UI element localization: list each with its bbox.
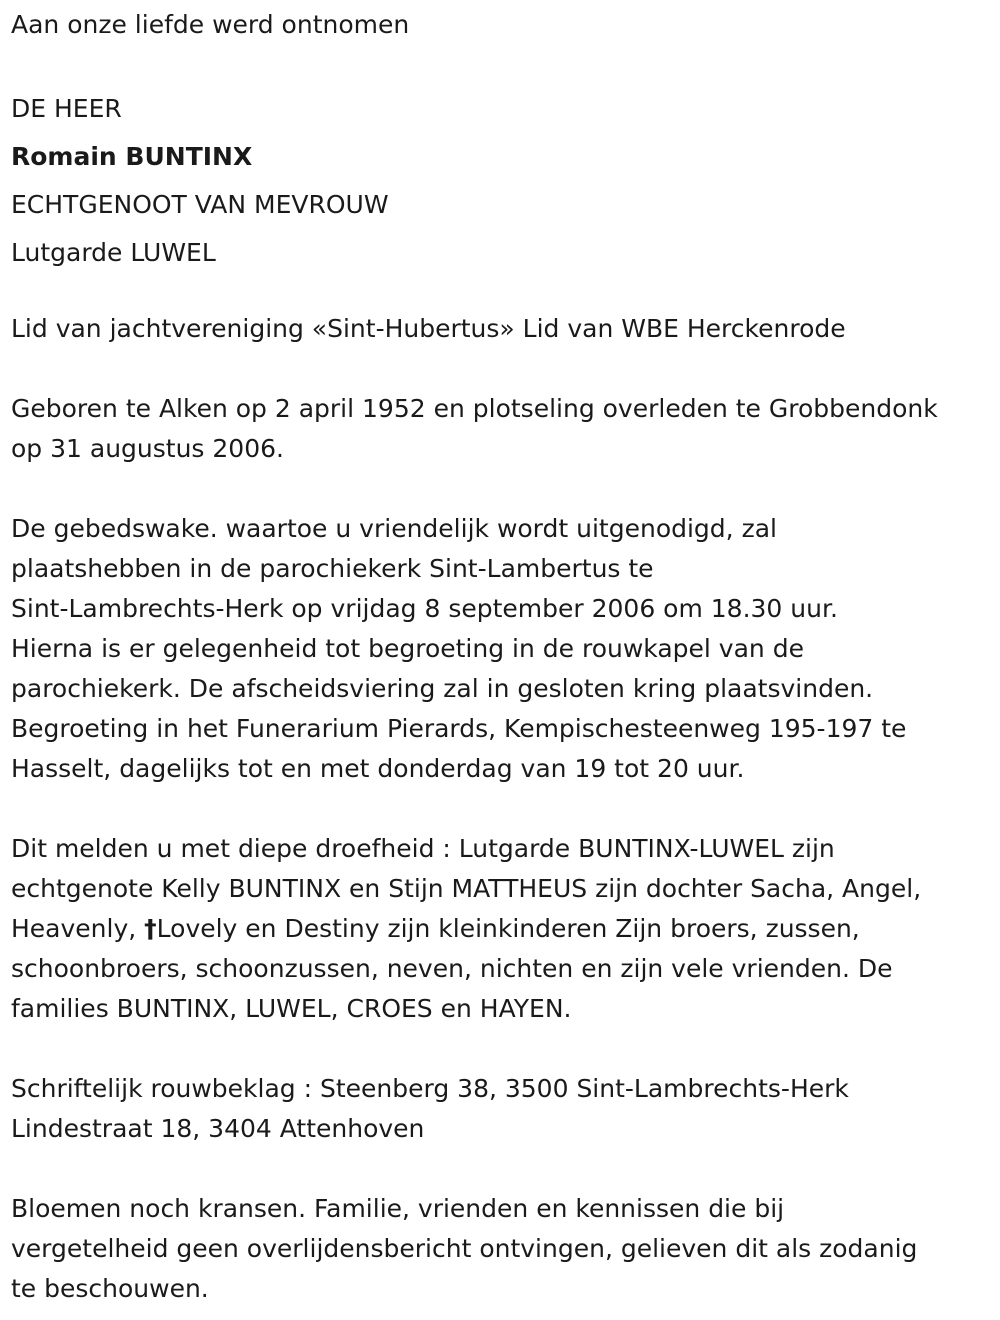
- ceremony-line: Hierna is er gelegenheid tot begroeting in de rouwkapel van de: [11, 634, 804, 663]
- deceased-name: Romain BUNTINX: [11, 142, 253, 171]
- family-line: Dit melden u met diepe droefheid : Lutgarde BUNTINX-LUWEL zijn: [11, 834, 835, 863]
- birth-death-paragraph: [11, 389, 988, 469]
- closing-line: vergetelheid geen overlijdensbericht ontvingen, gelieven dit als zodanig: [11, 1234, 918, 1263]
- closing-line: te beschouwen.: [11, 1274, 209, 1303]
- condolences-line: Lindestraat 18, 3404 Attenhoven: [11, 1114, 425, 1143]
- cross-icon: †: [144, 914, 157, 943]
- memberships-paragraph: [11, 309, 988, 349]
- intro-text: Aan onze liefde werd ontnomen: [11, 10, 410, 39]
- condolences-line: Schriftelijk rouwbeklag : Steenberg 38, 3500 Sint-Lambrechts-Herk: [11, 1074, 849, 1103]
- closing-paragraph: [11, 1189, 988, 1309]
- family-paragraph: [11, 829, 988, 1029]
- ceremony-line: plaatshebben in de parochiekerk Sint-Lambertus te: [11, 554, 654, 583]
- closing-line: Bloemen noch kransen. Familie, vrienden en kennissen die bij: [11, 1194, 785, 1223]
- honorific: DE HEER: [11, 94, 122, 123]
- ceremony-line: De gebedswake. waartoe u vriendelijk wordt uitgenodigd, zal: [11, 514, 777, 543]
- family-line: [11, 909, 988, 949]
- spouse-name: Lutgarde LUWEL: [11, 238, 216, 267]
- ceremony-line: Sint-Lambrechts-Herk op vrijdag 8 september 2006 om 18.30 uur.: [11, 594, 838, 623]
- ceremony-line: parochiekerk. De afscheidsviering zal in gesloten kring plaatsvinden.: [11, 674, 874, 703]
- ceremony-line: Hasselt, dagelijks tot en met donderdag van 19 tot 20 uur.: [11, 754, 745, 783]
- memberships-text: Lid van jachtvereniging «Sint-Hubertus» Lid van WBE Herckenrode: [11, 314, 846, 343]
- birth-death-line: op 31 augustus 2006.: [11, 434, 284, 463]
- ceremony-paragraph: [11, 509, 988, 789]
- birth-death-line: Geboren te Alken op 2 april 1952 en plotseling overleden te Grobbendonk: [11, 394, 938, 423]
- condolences-paragraph: [11, 1069, 988, 1149]
- family-line: echtgenote Kelly BUNTINX en Stijn MATTHEUS zijn dochter Sacha, Angel,: [11, 874, 922, 903]
- deceased-header: [11, 85, 988, 277]
- spouse-intro: ECHTGENOOT VAN MEVROUW: [11, 190, 389, 219]
- family-line: schoonbroers, schoonzussen, neven, nichten en zijn vele vrienden. De: [11, 954, 893, 983]
- ceremony-line: Begroeting in het Funerarium Pierards, Kempischesteenweg 195-197 te: [11, 714, 907, 743]
- family-line-text: Heavenly,: [11, 914, 145, 943]
- family-line-text: Lovely en Destiny zijn kleinkinderen Zijn broers, zussen,: [156, 914, 860, 943]
- family-line: families BUNTINX, LUWEL, CROES en HAYEN.: [11, 994, 572, 1023]
